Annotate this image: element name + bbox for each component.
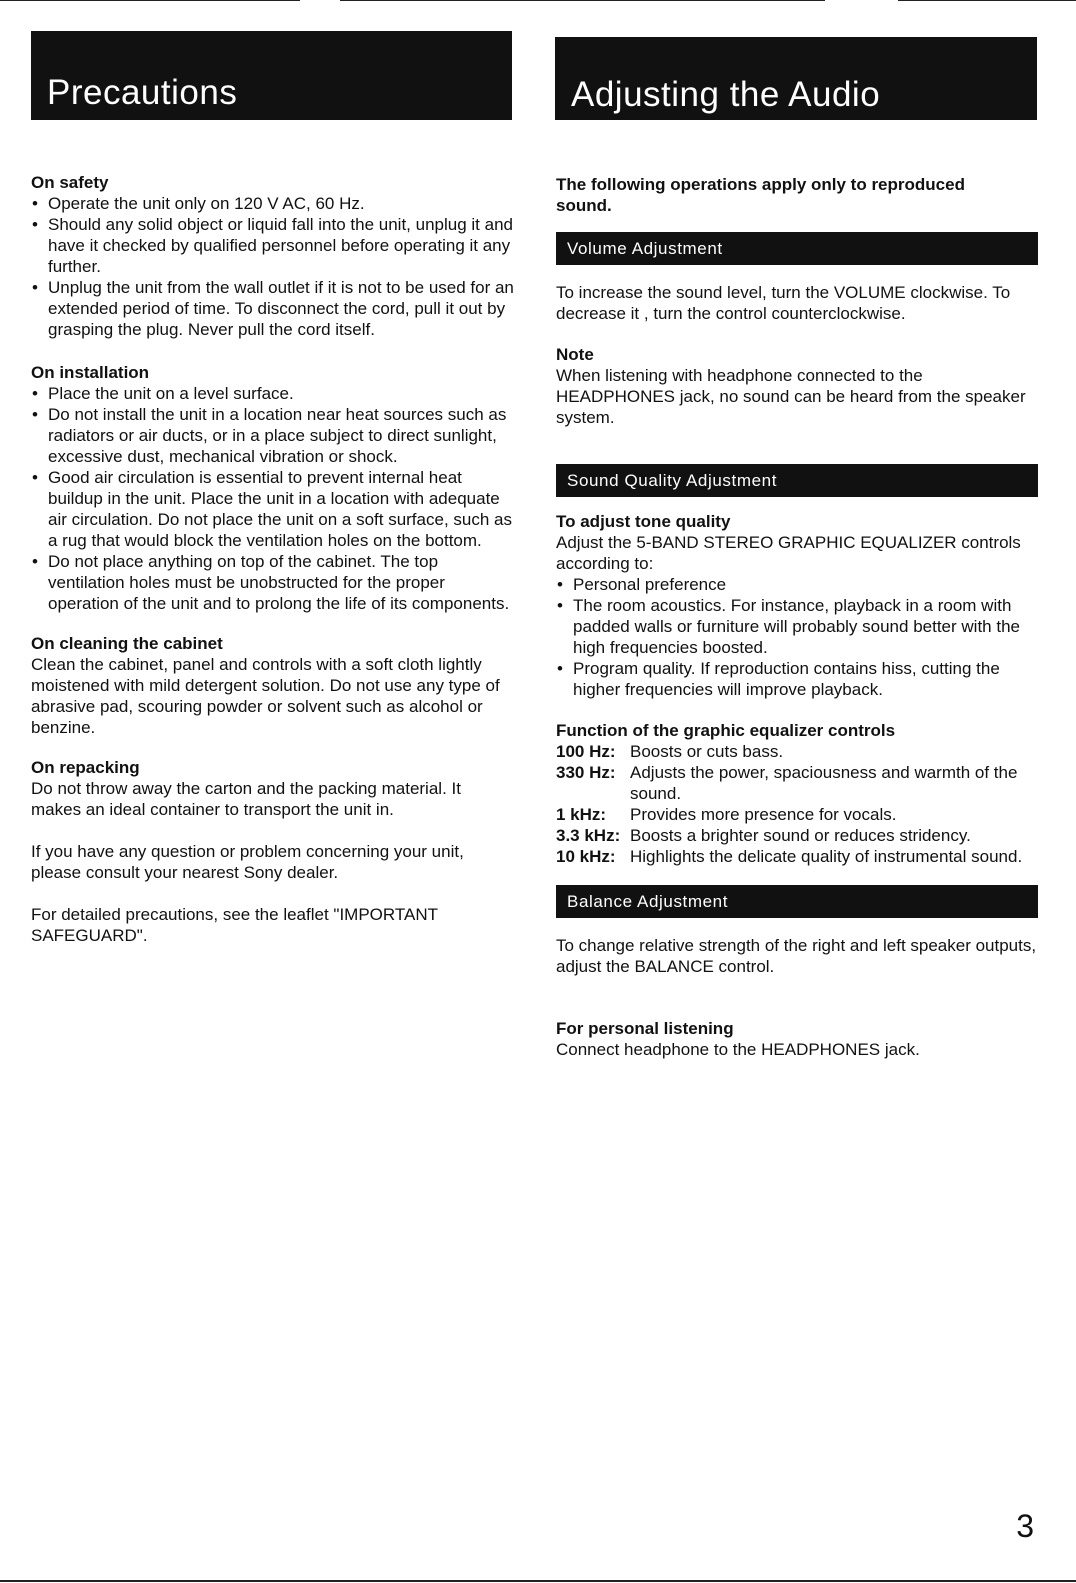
list-item: • Program quality. If reproduction contains hiss, cutting the higher frequencies will improve playback.	[556, 658, 1038, 700]
cleaning-heading: On cleaning the cabinet	[31, 634, 223, 653]
bottom-rule	[0, 1580, 1076, 1582]
balance-text: To change relative strength of the right and left speaker outputs, adjust the BALANCE control.	[556, 936, 1037, 976]
band-frequency: 330 Hz:	[556, 763, 616, 782]
band-frequency: 10 kHz:	[556, 847, 616, 866]
sound-quality-header	[556, 464, 1038, 497]
question-text: If you have any question or problem concerning your unit, please consult your nearest Sony dealer.	[31, 842, 464, 882]
volume-text: To increase the sound level, turn the VOLUME clockwise. To decrease it , turn the control counterclockwise.	[556, 283, 1011, 323]
top-rule-3	[898, 0, 1076, 1]
personal-listening-heading: For personal listening	[556, 1019, 734, 1038]
page-number: 3	[1016, 1508, 1034, 1544]
audio-title: Adjusting the Audio	[571, 75, 881, 114]
list-item: • Good air circulation is essential to prevent internal heat buildup in the unit. Place the unit in a location with adequate air circulation. Do not place the unit on a soft surface, such as a rug that would block the ventilation holes on the bottom.	[31, 467, 515, 551]
left-column	[31, 172, 515, 946]
precautions-banner	[31, 31, 512, 120]
list-item: • The room acoustics. For instance, playback in a room with padded walls or furniture will probably sound better with the high frequencies boosted.	[556, 595, 1038, 658]
section-safety	[31, 172, 515, 340]
list-item: • Should any solid object or liquid fall into the unit, unplug it and have it checked by qualified personnel before operating it any further.	[31, 214, 515, 277]
personal-listening-text: Connect headphone to the HEADPHONES jack.	[556, 1040, 920, 1059]
band-frequency: 3.3 kHz:	[556, 826, 621, 845]
tone-quality-list	[556, 574, 1038, 700]
tone-quality-heading: To adjust tone quality	[556, 512, 731, 531]
top-rule-1	[0, 0, 300, 1]
band-description: Boosts or cuts bass.	[630, 742, 784, 761]
safety-list	[31, 193, 515, 340]
equalizer-band-row	[556, 762, 1038, 804]
band-frequency: 1 kHz:	[556, 805, 607, 824]
balance-adjustment-header	[556, 885, 1038, 918]
installation-heading: On installation	[31, 363, 150, 382]
equalizer-function-heading: Function of the graphic equalizer controls	[556, 721, 896, 740]
repacking-text: Do not throw away the carton and the packing material. It makes an ideal container to transport the unit in.	[31, 779, 461, 819]
list-item: • Do not place anything on top of the cabinet. The top ventilation holes must be unobstructed for the proper operation of the unit and to prolong the life of its components.	[31, 551, 515, 614]
precautions-title: Precautions	[47, 73, 238, 112]
cleaning-text: Clean the cabinet, panel and controls with a soft cloth lightly moistened with mild detergent solution. Do not use any type of abrasive pad, scouring powder or solvent such as alcohol or benzine.	[31, 655, 500, 737]
note-text: When listening with headphone connected to the HEADPHONES jack, no sound can be heard from the speaker system.	[556, 366, 1026, 427]
list-item: • Unplug the unit from the wall outlet if it is not to be used for an extended period of time. To disconnect the cord, pull it out by grasping the plug. Never pull the cord itself.	[31, 277, 515, 340]
list-item: • Do not install the unit in a location near heat sources such as radiators or air ducts, or in a place subject to direct sunlight, excessive dust, mechanical vibration or shock.	[31, 404, 515, 467]
section-cleaning	[31, 633, 515, 738]
equalizer-band-row	[556, 741, 1038, 762]
repacking-heading: On repacking	[31, 758, 140, 777]
list-item: • Place the unit on a level surface.	[31, 383, 515, 404]
volume-adjustment-header	[556, 232, 1038, 265]
balance-adjustment-title: Balance Adjustment	[567, 892, 729, 911]
equalizer-band-list	[556, 741, 1038, 867]
safety-heading: On safety	[31, 173, 109, 192]
right-column	[556, 174, 1038, 1060]
band-description: Adjusts the power, spaciousness and warmth of the sound.	[630, 763, 1018, 803]
equalizer-band-row	[556, 825, 1038, 846]
installation-list	[31, 383, 515, 614]
band-description: Provides more presence for vocals.	[630, 805, 897, 824]
detailed-precautions-text: For detailed precautions, see the leaflet "IMPORTANT SAFEGUARD".	[31, 905, 438, 945]
audio-banner	[555, 37, 1037, 120]
band-frequency: 100 Hz:	[556, 742, 616, 761]
volume-adjustment-title: Volume Adjustment	[567, 239, 723, 258]
note-heading: Note	[556, 345, 594, 364]
sound-quality-title: Sound Quality Adjustment	[567, 471, 778, 490]
section-installation	[31, 362, 515, 614]
section-repacking	[31, 757, 515, 820]
list-item: • Operate the unit only on 120 V AC, 60 Hz.	[31, 193, 515, 214]
band-description: Boosts a brighter sound or reduces stridency.	[630, 826, 971, 845]
list-item: • Personal preference	[556, 574, 1038, 595]
equalizer-band-row	[556, 846, 1038, 867]
band-description: Highlights the delicate quality of instrumental sound.	[630, 847, 1023, 866]
equalizer-band-row	[556, 804, 1038, 825]
tone-quality-text: Adjust the 5-BAND STEREO GRAPHIC EQUALIZER controls according to:	[556, 533, 1021, 573]
top-rule-2	[340, 0, 825, 1]
audio-intro: The following operations apply only to reproduced sound.	[556, 175, 965, 215]
